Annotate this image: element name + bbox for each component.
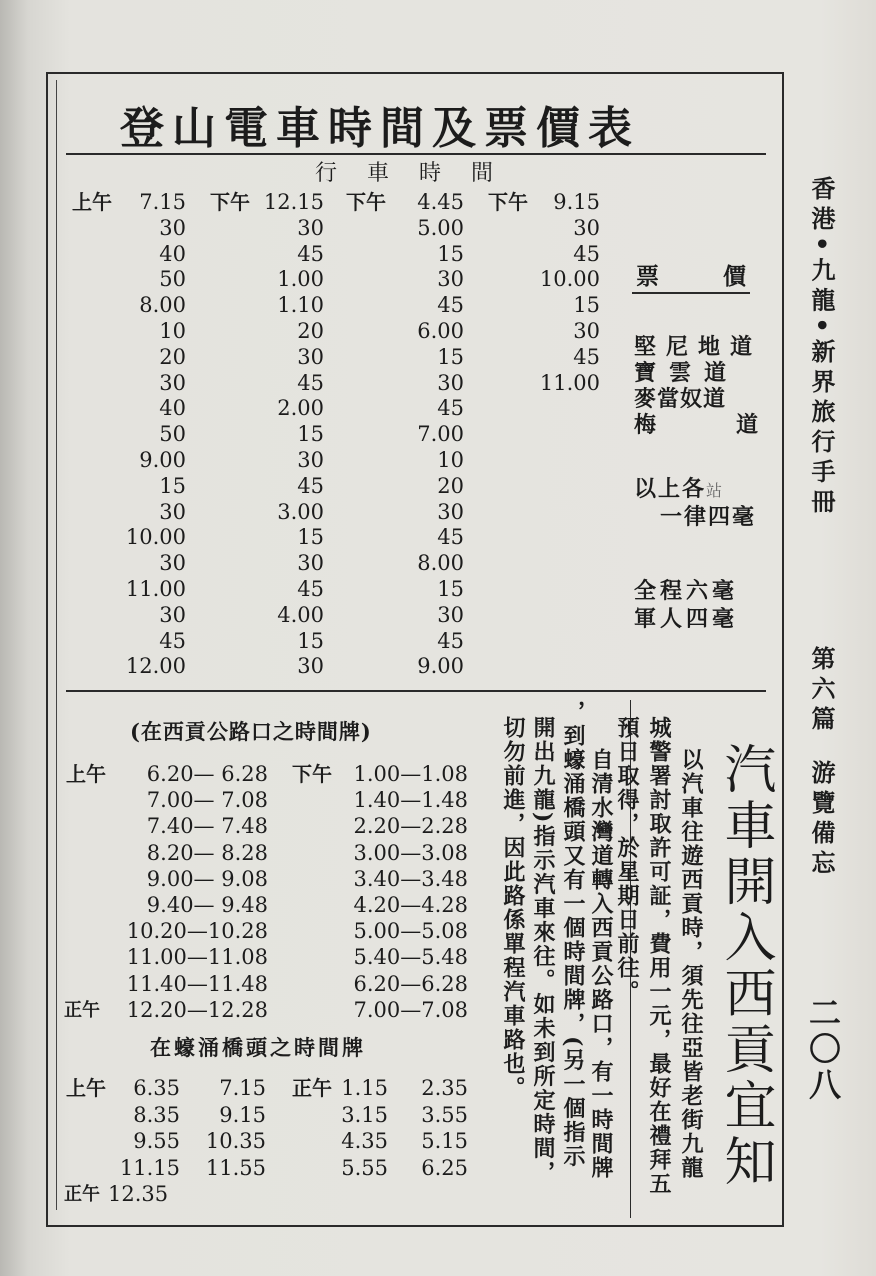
schedule-time: 45: [297, 577, 324, 601]
schedule-time: 45: [573, 241, 600, 266]
fare-heading-right: 價: [723, 263, 746, 290]
schedule-time: 10: [159, 319, 186, 343]
schedule-time: 45: [297, 473, 324, 498]
schedule-time: 2.00: [277, 396, 324, 421]
ho-chung-time: 6.25: [421, 1155, 468, 1180]
ho-chung-last-noon-label: 正午: [64, 1184, 100, 1205]
schedule-time: 30: [297, 448, 324, 472]
schedule-time: 50: [159, 422, 186, 447]
sai-kung-am-time: 6.20— 6.28: [146, 762, 268, 786]
schedule-time: 45: [297, 241, 324, 266]
sai-kung-pm-time: 4.20—4.28: [353, 893, 468, 917]
page-title: 登山電車時間及票價表: [120, 103, 640, 154]
schedule-time: 20: [159, 344, 186, 369]
schedule-time: 45: [437, 396, 464, 421]
sai-kung-pm-time: 5.00—5.08: [353, 919, 468, 944]
schedule-time: 45: [437, 525, 464, 550]
ho-chung-time: 3.55: [421, 1102, 468, 1127]
fare-road-1: 堅尼地道: [634, 334, 763, 360]
ho-chung-time: 9.55: [133, 1129, 180, 1153]
schedule-time: 30: [297, 654, 324, 679]
page-number: 二〇八: [804, 996, 842, 1104]
schedule-time: 3.00: [277, 499, 324, 524]
sai-kung-am-label: 上午: [66, 762, 106, 786]
fare-rate-3-label: 軍人: [634, 606, 687, 632]
schedule-time: 9.00: [139, 448, 186, 472]
sai-kung-pm-time: 1.00—1.08: [353, 762, 468, 786]
schedule-time: 15: [437, 344, 464, 369]
sai-kung-am-time: 7.40— 7.48: [146, 814, 268, 839]
sai-kung-am-time: 11.40—11.48: [126, 971, 268, 996]
schedule-time: 45: [437, 628, 464, 653]
ho-chung-last-time: 12.35: [108, 1182, 169, 1206]
notice-line: 預日取得，於星期日前往。: [614, 716, 640, 1004]
schedule-time: 8.00: [139, 293, 186, 318]
schedule-time: 20: [297, 319, 324, 343]
schedule-time: 15: [159, 473, 186, 498]
book-title: 香港•九龍•新界旅行手冊: [807, 176, 836, 519]
schedule-time: 15: [297, 525, 324, 550]
schedule-time: 7.00: [417, 422, 464, 447]
schedule-time: 1.00: [277, 267, 324, 292]
schedule-time: 15: [297, 422, 324, 447]
schedule-time: 7.15: [139, 190, 186, 214]
schedule-time: 45: [437, 293, 464, 318]
fare-rate-1a: [634, 472, 724, 503]
schedule-time: 11.00: [539, 370, 600, 395]
schedule-time: 40: [159, 396, 186, 421]
schedule-time: 12.00: [125, 654, 186, 679]
schedule-time: 30: [297, 215, 324, 240]
schedule-time: 30: [159, 602, 186, 627]
ho-chung-am-label: 上午: [66, 1076, 106, 1100]
ho-chung-time: 4.35: [341, 1129, 388, 1153]
schedule-time: 15: [437, 241, 464, 266]
sai-kung-am-time: 10.20—10.28: [126, 919, 268, 944]
schedule-subtitle: 行車時間: [315, 161, 524, 186]
schedule-time: 4.00: [277, 602, 324, 627]
ho-chung-noon-label: 正午: [292, 1076, 332, 1100]
fare-road-2: 寶雲道: [634, 360, 740, 386]
schedule-time: 8.00: [417, 551, 464, 576]
fare-rate-2: [634, 574, 738, 605]
fare-heading: [636, 258, 748, 291]
notice-line: 切勿前進，因此路係單程汽車路也。: [500, 716, 526, 1100]
ho-chung-title: 在蠔涌橋頭之時間牌: [150, 1035, 366, 1060]
schedule-time: 30: [437, 267, 464, 292]
schedule-time: 10.00: [125, 525, 186, 550]
sai-kung-am-time: 8.20— 8.28: [146, 840, 268, 865]
fare-rate-1b: 一律四毫: [660, 504, 757, 530]
ho-chung-time: 10.35: [205, 1129, 266, 1153]
schedule-time: 30: [159, 499, 186, 524]
sai-kung-noon-label: 正午: [64, 999, 100, 1021]
schedule-time: 9.00: [417, 654, 464, 679]
schedule-time: 45: [159, 628, 186, 653]
fare-rate-1a-mark: 站: [706, 481, 725, 500]
schedule-time: 30: [573, 319, 600, 343]
schedule-time: 5.00: [417, 215, 464, 240]
schedule-time: 45: [297, 370, 324, 395]
notice-line: 開出九龍)指示汽車來往。如未到所定時間，: [530, 716, 556, 1185]
schedule-time: 30: [437, 499, 464, 524]
ho-chung-time: 9.15: [219, 1102, 266, 1127]
ho-chung-time: 5.55: [341, 1155, 388, 1180]
schedule-time: 45: [573, 344, 600, 369]
section-label: 游覽備忘: [807, 760, 836, 880]
ho-chung-time: 8.35: [133, 1102, 180, 1127]
schedule-time: 50: [159, 267, 186, 292]
section-divider: [66, 690, 766, 692]
sai-kung-pm-time: 1.40—1.48: [353, 788, 468, 813]
schedule-time: 30: [437, 370, 464, 395]
sai-kung-pm-time: 3.40—3.48: [353, 866, 468, 891]
schedule-time: 10.00: [539, 267, 600, 292]
fare-rate-3-value: 四毫: [686, 606, 739, 632]
schedule-time: 4.45: [417, 190, 464, 214]
schedule-time: 12.15: [263, 190, 324, 214]
schedule-time: 15: [437, 577, 464, 601]
ho-chung-time: 5.15: [421, 1129, 468, 1153]
schedule-time: 9.15: [553, 190, 600, 214]
ho-chung-time: 2.35: [421, 1076, 468, 1100]
ho-chung-time: 7.15: [219, 1076, 266, 1100]
sai-kung-am-time: 7.00— 7.08: [146, 788, 268, 813]
ho-chung-time: 3.15: [341, 1102, 388, 1127]
fare-rate-2-value: 六毫: [686, 578, 739, 604]
schedule-time: 30: [297, 551, 324, 576]
schedule-col1-label: 上午: [72, 190, 112, 214]
schedule-time: 30: [297, 344, 324, 369]
notice-line: ，到蠔涌橋頭又有一個時間牌，(另一個指示: [560, 700, 586, 1169]
schedule-time: 30: [437, 602, 464, 627]
schedule-time: 1.10: [277, 293, 324, 318]
fare-rate-1a-text: 以上各: [634, 476, 707, 502]
fare-heading-left: 票: [636, 263, 659, 290]
schedule-time: 20: [437, 473, 464, 498]
schedule-time: 30: [159, 215, 186, 240]
schedule-time: 10: [437, 448, 464, 472]
ho-chung-time: 11.55: [205, 1155, 266, 1180]
sai-kung-pm-time: 2.20—2.28: [353, 814, 468, 839]
chapter-label: 第六篇: [807, 646, 836, 736]
sai-kung-am-time: 12.20—12.28: [126, 997, 268, 1022]
sai-kung-am-time: 11.00—11.08: [126, 945, 268, 970]
schedule-time: 11.00: [125, 577, 186, 601]
fare-road-3: 麥當奴道: [634, 386, 727, 412]
ho-chung-time: 6.35: [133, 1076, 180, 1100]
sai-kung-am-time: 9.40— 9.48: [146, 893, 268, 917]
notice-line: 自清水灣道轉入西貢公路口，有一時間牌: [588, 748, 614, 1180]
schedule-time: 15: [573, 293, 600, 318]
sai-kung-title: (在西貢公路口之時間牌): [130, 719, 372, 744]
notice-heading: 汽車開入西貢宜知: [715, 742, 775, 1190]
schedule-col2-label: 下午: [210, 190, 250, 214]
notice-line: 城警署討取許可証，費用一元，最好在禮拜五: [646, 716, 672, 1196]
schedule-time: 40: [159, 241, 186, 266]
fare-rate-3: [634, 602, 738, 633]
fare-heading-rule: [632, 292, 750, 294]
sai-kung-pm-time: 6.20—6.28: [353, 971, 468, 996]
fare-road-4: 梅道: [634, 412, 839, 438]
notice-line: 以汽車往遊西貢時，須先往亞皆老街九龍: [678, 748, 704, 1180]
sai-kung-pm-time: 5.40—5.48: [353, 945, 468, 970]
fare-rate-2-label: 全程: [634, 578, 687, 604]
ho-chung-time: 11.15: [119, 1155, 180, 1180]
schedule-time: 6.00: [417, 319, 464, 343]
sai-kung-am-time: 9.00— 9.08: [146, 866, 268, 891]
schedule-time: 30: [159, 370, 186, 395]
schedule-time: 30: [573, 215, 600, 240]
sai-kung-pm-time: 3.00—3.08: [353, 840, 468, 865]
schedule-col4-label: 下午: [488, 190, 528, 214]
schedule-time: 30: [159, 551, 186, 576]
schedule-time: 15: [297, 628, 324, 653]
ho-chung-time: 1.15: [341, 1076, 388, 1100]
sai-kung-pm-label: 下午: [292, 762, 332, 786]
sai-kung-pm-time: 7.00—7.08: [353, 997, 468, 1022]
schedule-col3-label: 下午: [346, 190, 386, 214]
